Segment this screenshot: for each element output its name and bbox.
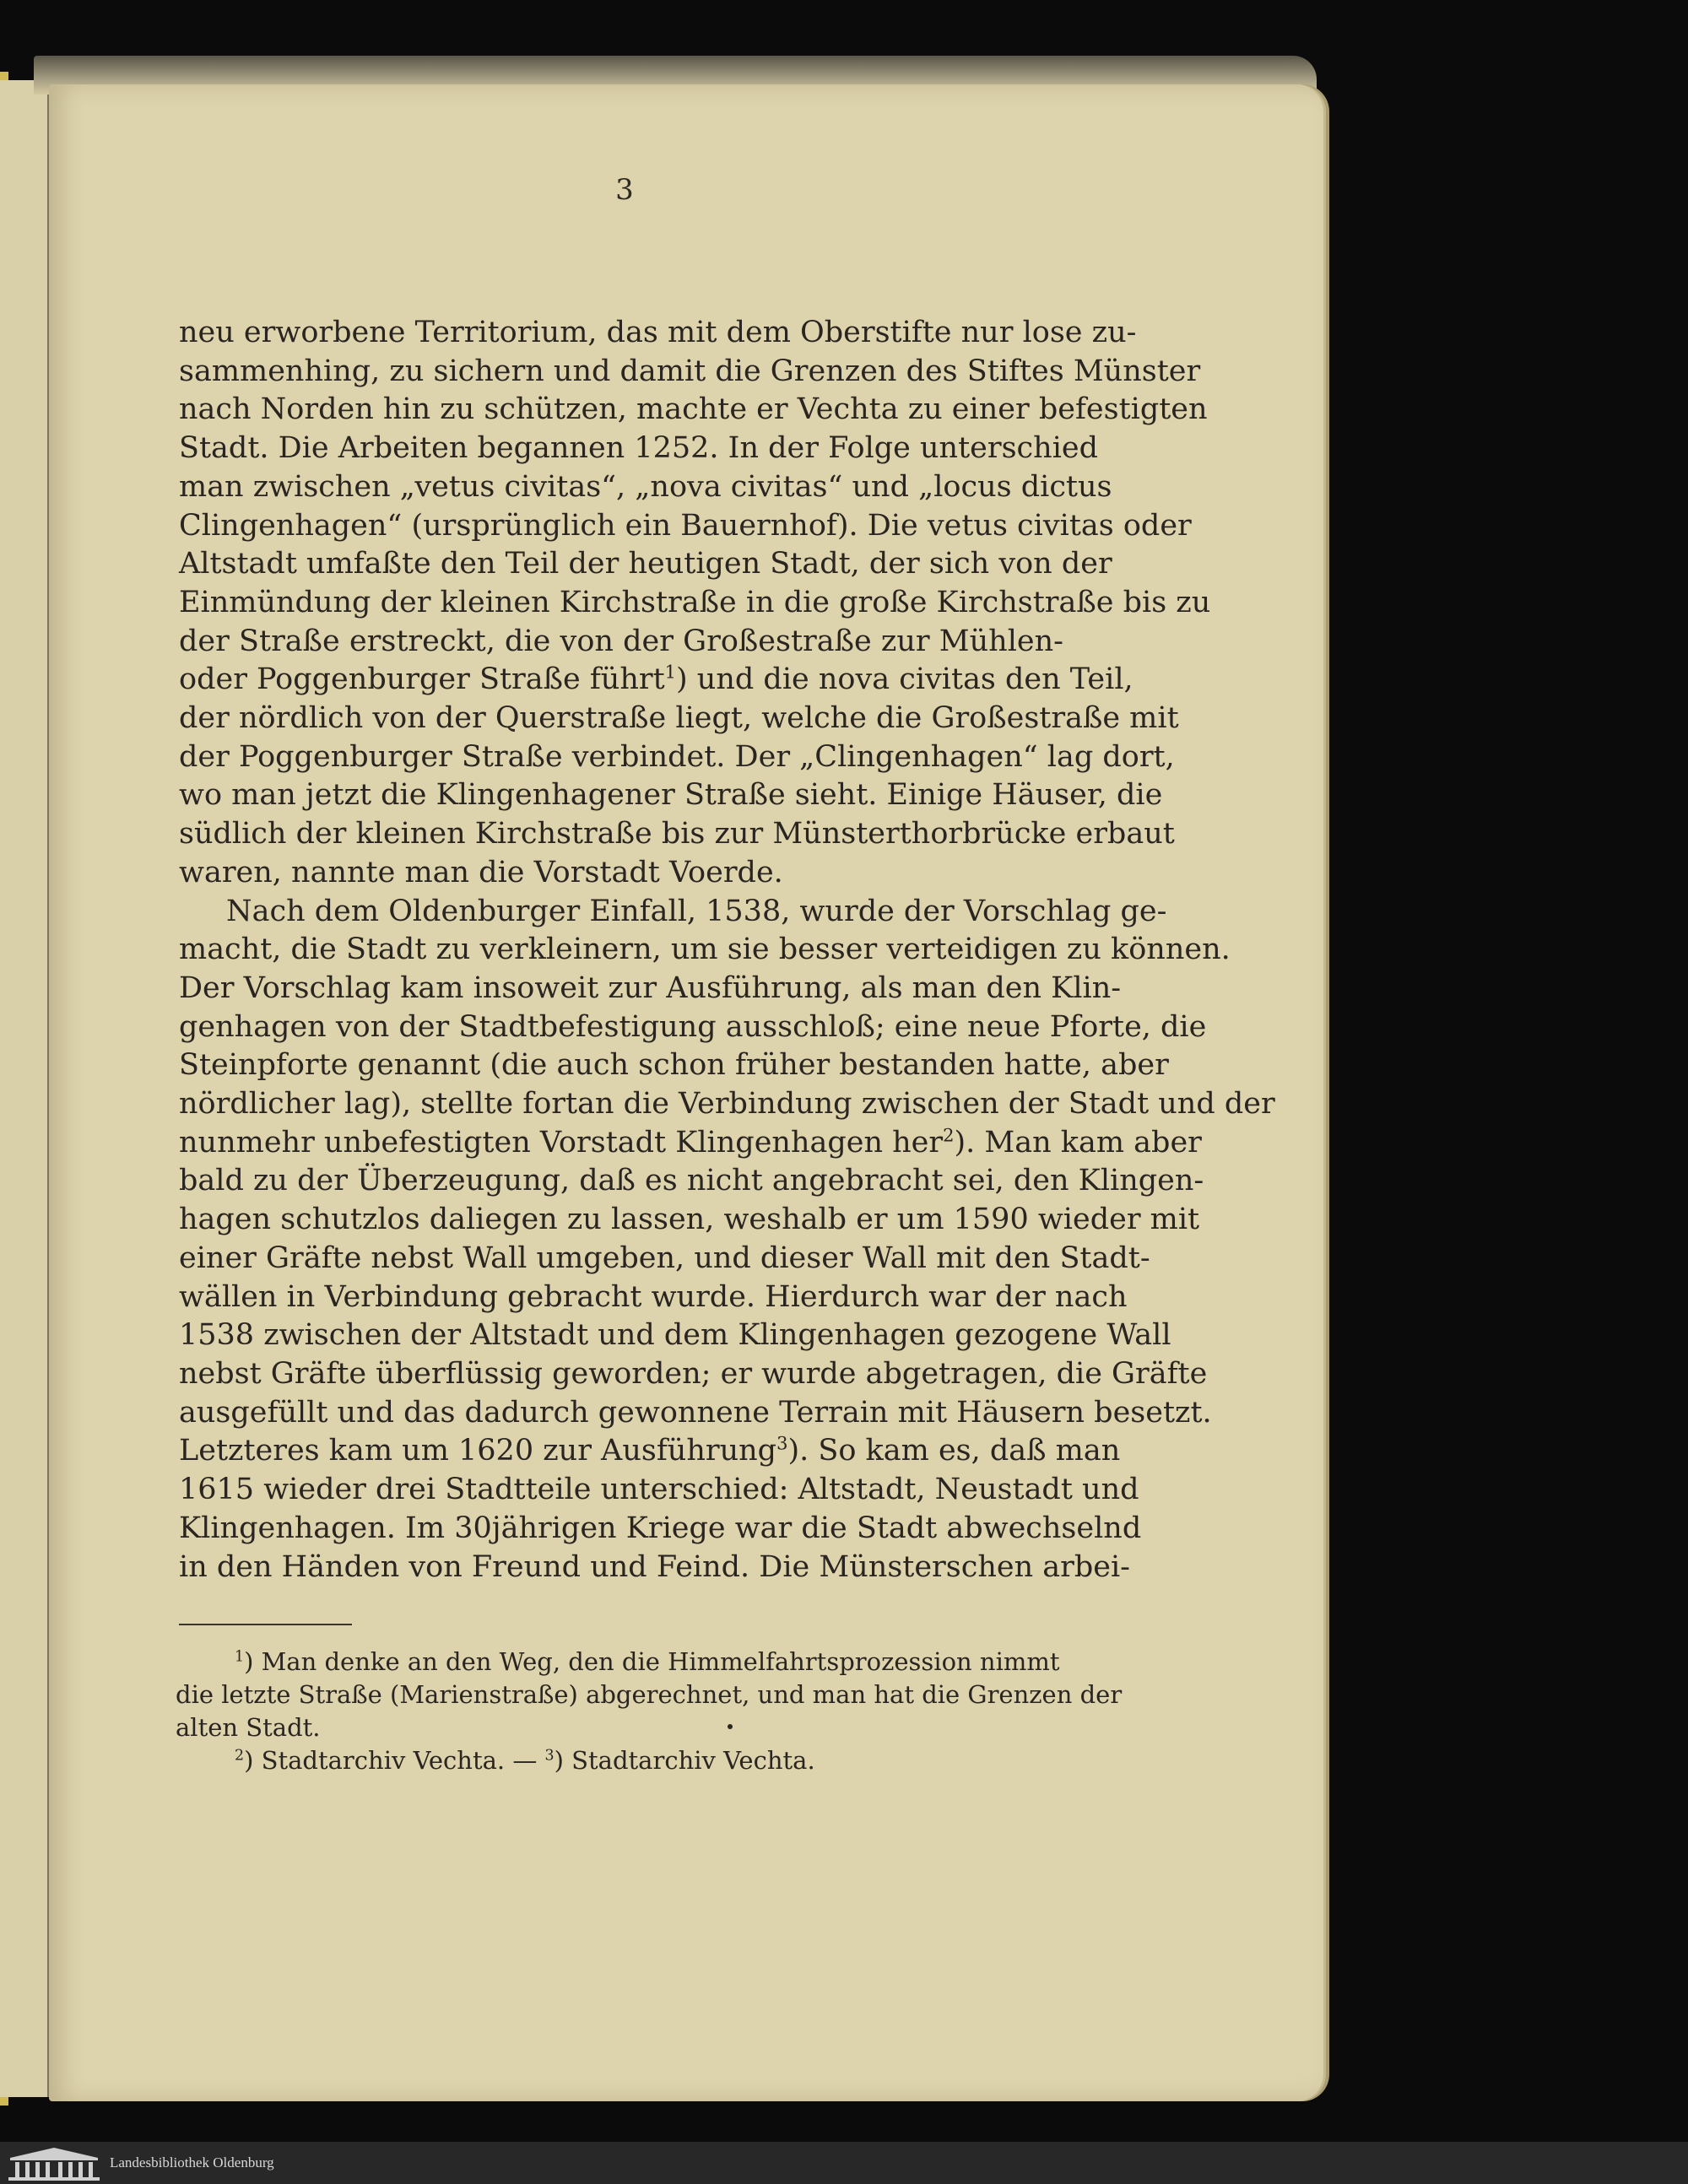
text-segment: neu erworbene Territorium, das mit dem Oberstifte nur lose zu-	[179, 316, 1137, 349]
text-line	[179, 507, 1192, 546]
text-segment: Einmündung der kleinen Kirchstraße in die große Kirchstraße bis zu	[179, 585, 1211, 619]
text-line	[179, 1046, 1169, 1085]
footnote-1	[176, 1646, 1123, 1744]
text-line	[179, 1162, 1204, 1201]
footnote-text: ) Stadtarchiv Vechta.	[554, 1746, 815, 1775]
footnote-line: alten Stadt.	[176, 1713, 321, 1742]
text-line	[179, 893, 1167, 932]
text-segment: ). So kam es, daß man	[787, 1434, 1121, 1468]
text-segment: in den Händen von Freund und Feind. Die Münsterschen arbei-	[179, 1549, 1131, 1584]
text-line	[179, 970, 1122, 1008]
text-line	[179, 430, 1099, 468]
text-segment: macht, die Stadt zu verkleinern, um sie besser verteidigen zu können.	[179, 933, 1231, 967]
text-segment: Nach dem Oldenburger Einfall, 1538, wurde der Vorschlag ge-	[226, 894, 1167, 928]
text-line	[179, 1008, 1207, 1047]
text-line	[179, 1124, 1202, 1163]
text-segment: ). Man kam aber	[954, 1125, 1202, 1160]
text-line	[179, 314, 1137, 353]
text-line	[179, 1549, 1131, 1587]
text-segment: der Straße erstreckt, die von der Großestraße zur Mühlen-	[179, 624, 1063, 658]
footnote-reference: 2	[943, 1125, 955, 1146]
footer-bar	[0, 2142, 1688, 2184]
text-segment: wällen in Verbindung gebracht wurde. Hierdurch war der nach	[179, 1279, 1128, 1314]
text-line	[179, 854, 1063, 893]
text-line	[179, 931, 1231, 970]
text-segment: bald zu der Überzeugung, daß es nicht angebracht sei, den Klingen-	[179, 1164, 1204, 1198]
footnote-2-3	[176, 1744, 1058, 1777]
text-segment: sammenhing, zu sichern und damit die Grenzen des Stiftes Münster	[179, 354, 1201, 388]
text-segment: waren, nannte man die Vorstadt Voerde.	[179, 855, 783, 889]
text-segment: Altstadt umfaßte den Teil der heutigen Stadt, der sich von der	[179, 547, 1112, 581]
text-line	[179, 468, 1112, 507]
text-segment: Der Vorschlag kam insoweit zur Ausführung, als man den Klin-	[179, 970, 1122, 1005]
text-line	[179, 584, 1211, 623]
text-line	[179, 1316, 1171, 1355]
text-line	[179, 1471, 1139, 1510]
text-line	[179, 700, 1179, 738]
text-segment: Stadt. Die Arbeiten begannen 1252. In der Folge unterschied	[179, 431, 1099, 466]
footnote-line: die letzte Straße (Marienstraße) abgerechnet, und man hat die Grenzen der	[176, 1680, 1123, 1709]
text-line	[179, 1394, 1212, 1433]
text-segment: ausgefüllt und das dadurch gewonnene Terrain mit Häusern besetzt.	[179, 1395, 1212, 1430]
text-line	[179, 1279, 1128, 1317]
footnote-line	[176, 1646, 1058, 1679]
footnote-reference: 1	[664, 662, 677, 683]
page-number: 3	[615, 173, 634, 207]
footnote-text: ) Man denke an den Weg, den die Himmelfahrtsprozession nimmt	[244, 1647, 1060, 1676]
text-line	[179, 1432, 1121, 1471]
text-line	[179, 623, 1063, 662]
footnote-marker: 1	[235, 1648, 245, 1666]
text-line	[179, 1085, 1275, 1124]
text-segment: der Poggenburger Straße verbindet. Der „Clingenhagen“ lag dort,	[179, 739, 1175, 774]
text-line	[179, 815, 1175, 854]
text-segment: Letzteres kam um 1620 zur Ausführung	[179, 1434, 777, 1468]
text-segment: Klingenhagen. Im 30jährigen Kriege war die Stadt abwechselnd	[179, 1511, 1142, 1545]
footnote-separator	[179, 1624, 352, 1625]
text-segment: Clingenhagen“ (ursprünglich ein Bauernhof). Die vetus civitas oder	[179, 508, 1192, 543]
text-line	[179, 1240, 1150, 1279]
body-text	[179, 314, 1275, 1587]
library-name: Landesbibliothek Oldenburg	[110, 2154, 274, 2170]
text-line	[179, 738, 1175, 777]
footnote-text: ) Stadtarchiv Vechta. —	[244, 1746, 545, 1775]
text-line	[179, 776, 1163, 815]
text-line	[179, 661, 1133, 700]
text-line	[179, 545, 1112, 584]
text-segment: einer Gräfte nebst Wall umgeben, und dieser Wall mit den Stadt-	[179, 1241, 1150, 1275]
text-segment: 1615 wieder drei Stadtteile unterschied: Altstadt, Neustadt und	[179, 1473, 1139, 1507]
text-segment: nördlicher lag), stellte fortan die Verbindung zwischen der Stadt und der	[179, 1087, 1275, 1122]
left-page	[0, 80, 49, 2097]
footnote-reference: 3	[776, 1433, 788, 1454]
library-building-icon	[3, 2144, 105, 2181]
text-segment: genhagen von der Stadtbefestigung ausschloß; eine neue Pforte, die	[179, 1009, 1207, 1044]
text-segment: oder Poggenburger Straße führt	[179, 662, 665, 697]
text-segment: Steinpforte genannt (die auch schon früher bestanden hatte, aber	[179, 1048, 1169, 1083]
ink-dot	[728, 1724, 733, 1729]
text-segment: nach Norden hin zu schützen, machte er Vechta zu einer befestigten	[179, 392, 1208, 427]
text-line	[179, 1355, 1208, 1394]
text-segment: ) und die nova civitas den Teil,	[676, 662, 1133, 697]
text-segment: nebst Gräfte überflüssig geworden; er wurde abgetragen, die Gräfte	[179, 1356, 1208, 1391]
text-segment: 1538 zwischen der Altstadt und dem Klingenhagen gezogene Wall	[179, 1318, 1171, 1353]
text-line	[179, 1510, 1142, 1549]
text-line	[179, 353, 1201, 392]
text-segment: südlich der kleinen Kirchstraße bis zur Münsterthorbrücke erbaut	[179, 817, 1175, 851]
footnotes	[176, 1646, 1123, 1777]
text-line	[179, 391, 1208, 430]
text-line	[179, 1201, 1200, 1240]
text-segment: hagen schutzlos daliegen zu lassen, weshalb er um 1590 wieder mit	[179, 1203, 1200, 1237]
text-segment: man zwischen „vetus civitas“, „nova civitas“ und „locus dictus	[179, 469, 1112, 504]
text-segment: der nördlich von der Querstraße liegt, welche die Großestraße mit	[179, 701, 1179, 736]
footnote-marker: 2	[235, 1747, 245, 1765]
text-segment: wo man jetzt die Klingenhagener Straße sieht. Einige Häuser, die	[179, 778, 1163, 813]
footnote-marker: 3	[544, 1747, 555, 1765]
text-segment: nunmehr unbefestigten Vorstadt Klingenhagen her	[179, 1125, 944, 1160]
